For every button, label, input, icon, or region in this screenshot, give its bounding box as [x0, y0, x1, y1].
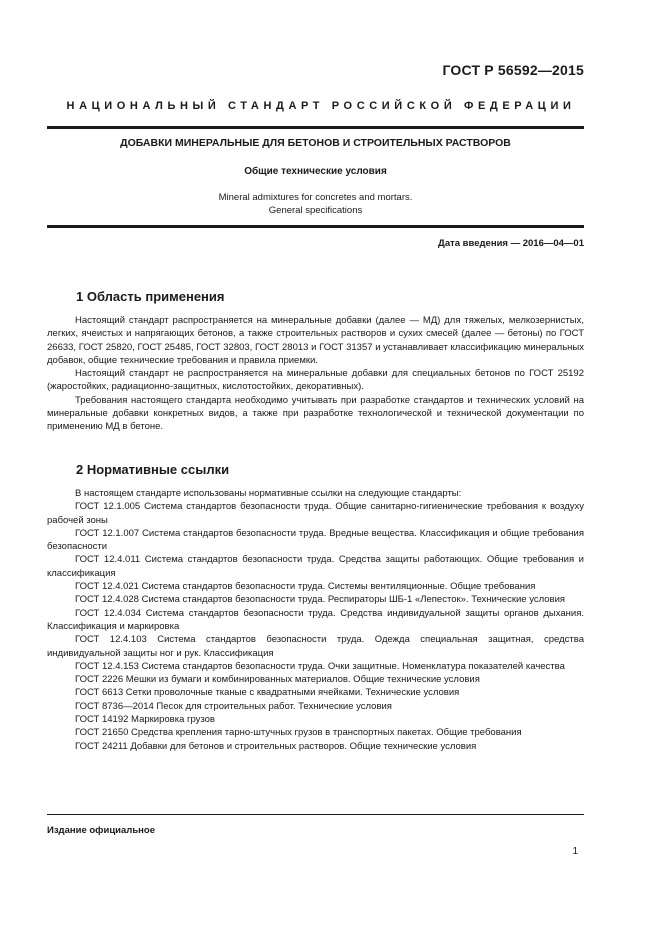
- footer-rule: [47, 814, 584, 815]
- section-2-intro: В настоящем стандарте использованы нормативные ссылки на следующие стандарты:: [75, 488, 462, 499]
- reference-item: ГОСТ 14192 Маркировка грузов: [75, 714, 215, 726]
- reference-item: ГОСТ 6613 Сетки проволочные тканые с квадратными ячейками. Технические условия: [75, 687, 460, 699]
- reference-item: ГОСТ 24211 Добавки для бетонов и строительных растворов. Общие технические условия: [75, 740, 477, 752]
- section-1-heading: 1 Область применения: [76, 289, 225, 304]
- section-2-heading: 2 Нормативные ссылки: [76, 462, 230, 477]
- reference-item: ГОСТ 2226 Мешки из бумаги и комбинированных материалов. Общие технические условия: [75, 674, 480, 686]
- document-title: ДОБАВКИ МИНЕРАЛЬНЫЕ ДЛЯ БЕТОНОВ И СТРОИТЕЛЬНЫХ РАСТВОРОВ: [120, 137, 511, 149]
- introduction-date: Дата введения — 2016—04—01: [438, 238, 584, 249]
- reference-item: ГОСТ 12.4.011 Система стандартов безопасности труда. Средства защиты работающих. Общие требования и классификация: [47, 554, 584, 579]
- reference-item: ГОСТ 12.1.005 Система стандартов безопасности труда. Общие санитарно-гигиенические требования к воздуху рабочей зоны: [47, 501, 584, 526]
- reference-item: ГОСТ 12.4.021 Система стандартов безопасности труда. Системы вентиляционные. Общие требования: [75, 581, 536, 593]
- english-title: [47, 191, 584, 217]
- reference-item: ГОСТ 12.4.028 Система стандартов безопасности труда. Респираторы ШБ-1 «Лепесток». Технические условия: [75, 594, 566, 606]
- header-rule: [47, 126, 584, 129]
- normative-references-list: [47, 500, 584, 753]
- section-2-body: [47, 487, 584, 753]
- section-1-paragraph: Требования настоящего стандарта необходимо учитывать при разработке стандартов и технических условий на минеральные добавки конкретных видов, а также при разработке технологической и технической документации по применению МД в бетоне.: [47, 394, 584, 433]
- reference-item: ГОСТ 12.4.034 Система стандартов безопасности труда. Средства индивидуальной защиты органов дыхания. Классификация и маркировка: [47, 607, 584, 632]
- section-1-paragraph: Настоящий стандарт распространяется на минеральные добавки (далее — МД) для тяжелых, мелкозернистых, легких, ячеистых и напрягающих бетонов, а также строительных растворов и сухих смесей (далее — бетоны) по ГОСТ 26633, ГОСТ 25820, ГОСТ 25485, ГОСТ 32803, ГОСТ 28013 и ГОСТ 31357 и устанавливает классификацию минеральных добавок, общие технические требования и правила приемки.: [47, 315, 584, 366]
- title-rule: [47, 225, 584, 228]
- document-subtitle: Общие технические условия: [244, 166, 387, 177]
- reference-item: ГОСТ 8736—2014 Песок для строительных работ. Технические условия: [75, 700, 392, 712]
- reference-item: ГОСТ 12.4.103 Система стандартов безопасности труда. Одежда специальная защитная, средства индивидуальной защиты ног и рук. Классификация: [47, 634, 584, 659]
- reference-item: ГОСТ 21650 Средства крепления тарно-штучных грузов в транспортных пакетах. Общие требования: [75, 727, 522, 739]
- reference-item: ГОСТ 12.1.007 Система стандартов безопасности труда. Вредные вещества. Классификация и общие требования безопасности: [47, 527, 584, 553]
- document-code: ГОСТ Р 56592—2015: [442, 62, 584, 78]
- english-title-line-1: Mineral admixtures for concretes and mortars.: [218, 192, 413, 203]
- section-1-paragraph: Настоящий стандарт не распространяется на минеральные добавки для специальных бетонов по ГОСТ 25192 (жаростойких, радиационно-защитных, кислотостойких, декоративных).: [47, 368, 584, 393]
- page-number: 1: [572, 846, 578, 857]
- english-title-line-2: General specifications: [268, 205, 363, 216]
- section-1-body: [47, 314, 584, 434]
- official-edition-note: Издание официальное: [47, 825, 155, 836]
- national-standard-banner: НАЦИОНАЛЬНЫЙ СТАНДАРТ РОССИЙСКОЙ ФЕДЕРАЦИИ: [66, 100, 576, 112]
- reference-item: ГОСТ 12.4.153 Система стандартов безопасности труда. Очки защитные. Номенклатура показателей качества: [75, 660, 565, 672]
